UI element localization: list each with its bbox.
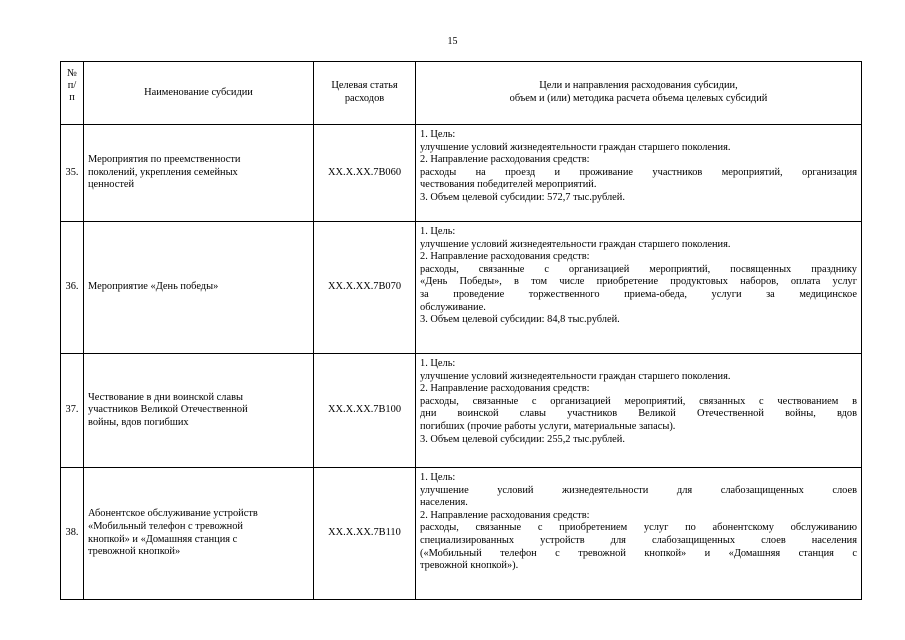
target-article-code: ХХ.Х.ХХ.7В060 [314,125,416,222]
description-line: расходы, связанные с организацией мероприятий, связанных с чествованием в [420,395,857,407]
subsidy-name-line: кнопкой» и «Домашняя станция с [88,533,238,545]
subsidy-name-line: участников Великой Отечественной [88,404,248,416]
header-number-line: № [67,68,77,79]
description-line: погибших (прочие работы услуги, материальные запасы). [420,420,676,432]
description-line: («Мобильный телефон с тревожной кнопкой» и «Домашняя станция с [420,547,857,559]
description-line: расходы, связанные с организацией мероприятий, посвященных празднику [420,263,857,275]
header-code-line: расходов [344,93,385,104]
description-line: специализированных устройств для слабозащищенных слоев населения [420,534,857,546]
subsidy-description [416,354,862,468]
header-number [61,62,84,125]
header-code-line: Целевая статья [331,80,398,92]
description-line: чествования победителей мероприятий. [420,179,597,191]
description-line: дни воинской славы участников Великой Отечественной войны, вдов [420,408,857,420]
header-description-line: Цели и направления расходования субсидии, [539,80,738,92]
description-line: 3. Объем целевой субсидии: 572,7 тыс.рублей. [420,191,625,203]
description-line: 3. Объем целевой субсидии: 255,2 тыс.рублей. [420,433,625,445]
subsidy-name [84,468,314,600]
description-line: 2. Направление расходования средств: [420,251,590,263]
description-line: 1. Цель: [420,472,456,483]
description-line: 1. Цель: [420,226,456,237]
target-article-code: ХХ.Х.ХХ.7В110 [314,468,416,600]
description-line: обслуживание. [420,301,486,313]
header-description-line: объем и (или) методика расчета объема целевых субсидий [509,93,768,104]
header-description [416,62,862,125]
target-article-code: ХХ.Х.ХХ.7В100 [314,354,416,468]
subsidy-name [84,222,314,354]
description-line: расходы, связанные с приобретением услуг по абонентскому обслуживанию [420,522,857,534]
target-article-code: ХХ.Х.ХХ.7В070 [314,222,416,354]
subsidy-name-line: войны, вдов погибших [88,416,189,428]
description-line: населения. [420,497,468,509]
description-line: улучшение условий жизнедеятельности граждан старшего поколения. [420,141,731,153]
page-number: 15 [447,36,458,47]
header-number-line: п/ [67,80,77,91]
subsidy-table [60,61,862,600]
description-line: 3. Объем целевой субсидии: 84,8 тыс.рублей. [420,314,620,326]
subsidy-description [416,468,862,600]
header-row [61,62,862,125]
header-number-line: п [69,92,75,103]
description-line: 2. Направление расходования средств: [420,509,590,521]
subsidy-name [84,354,314,468]
header-code [314,62,416,125]
description-line: расходы на проезд и проживание участников мероприятий, организация [420,166,857,178]
description-line: «День Победы», в том числе приобретение продуктовых наборов, оплата услуг [420,276,857,288]
subsidy-description [416,125,862,222]
table-row [61,125,862,222]
table-row [61,468,862,600]
description-line: улучшение условий жизнедеятельности граждан старшего поколения. [420,238,731,250]
subsidy-name-line: Мероприятие «День победы» [88,281,219,293]
subsidy-name [84,125,314,222]
row-number: 35. [61,125,84,222]
row-number: 36. [61,222,84,354]
table-row [61,354,862,468]
description-line: улучшение условий жизнедеятельности для слабозащищенных слоев [420,484,857,496]
row-number: 38. [61,468,84,600]
description-line: тревожной кнопкой»). [420,560,519,572]
description-line: 1. Цель: [420,129,456,140]
description-line: 2. Направление расходования средств: [420,154,590,166]
subsidy-name-line: Абонентское обслуживание устройств [88,508,258,520]
subsidy-name-line: поколений, укрепления семейных [88,166,238,178]
header-name: Наименование субсидии [84,62,314,125]
subsidy-name-line: Чествование в дни воинской славы [88,391,243,403]
row-number: 37. [61,354,84,468]
subsidy-description [416,222,862,354]
table-row [61,222,862,354]
subsidy-name-line: тревожной кнопкой» [88,546,181,558]
description-line: 1. Цель: [420,358,456,369]
description-line: 2. Направление расходования средств: [420,383,590,395]
description-line: за проведение торжественного приема-обеда, услуги за медицинское [420,288,857,300]
description-line: улучшение условий жизнедеятельности граждан старшего поколения. [420,370,731,382]
subsidy-name-line: ценностей [88,179,135,191]
subsidy-name-line: «Мобильный телефон с тревожной [88,520,243,532]
subsidy-name-line: Мероприятия по преемственности [88,154,241,166]
